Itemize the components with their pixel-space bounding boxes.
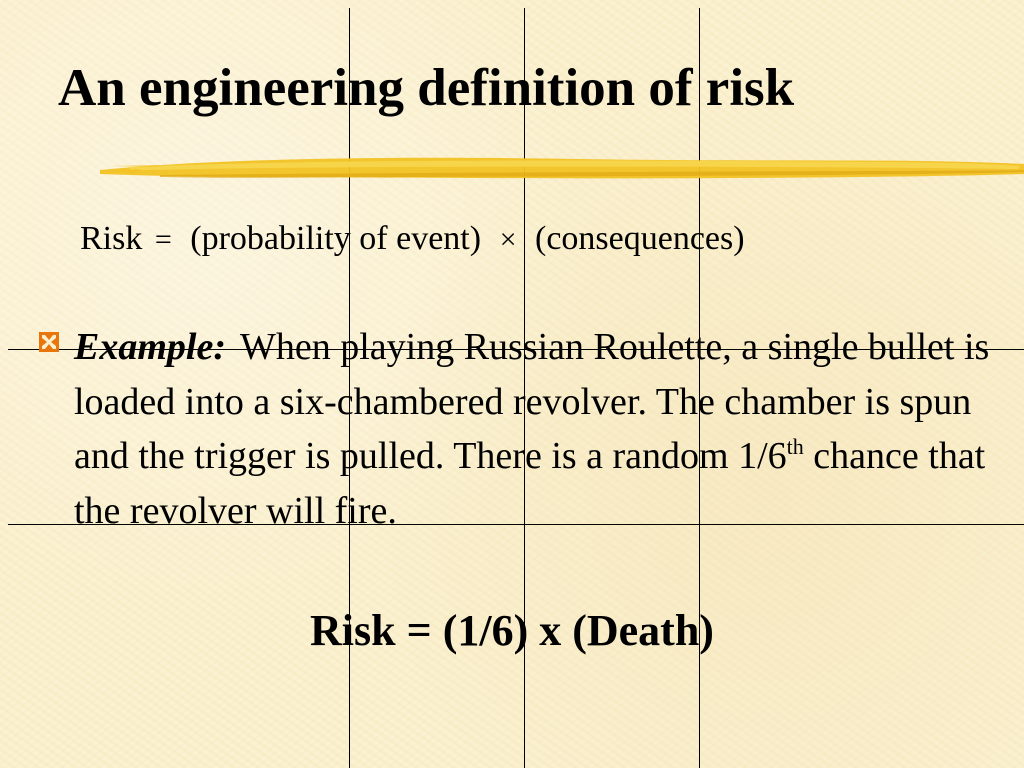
formula-lhs: Risk: [80, 220, 143, 257]
slide-title: An engineering definition of risk: [58, 59, 795, 117]
superscript-th: th: [786, 434, 804, 459]
example-label: Example:: [74, 326, 226, 368]
brush-stroke-underline: [100, 148, 1024, 188]
example-text-part1: When playing Russian Roulette, a single bullet is loaded into a six-chambered revolver. The chamber is spun and the trigger is pulled. There is a random 1/6: [74, 326, 990, 477]
bullet-paragraph: [74, 320, 996, 538]
risk-formula: [80, 218, 745, 261]
cross-bullet-icon: [38, 331, 60, 353]
example-text-part2: chance that the revolver will fire.: [74, 435, 986, 532]
formula-term-consequences: (consequences): [535, 220, 745, 257]
formula-times-operator: ×: [499, 223, 517, 256]
formula-term-probability: (probability of event): [190, 220, 482, 257]
risk-result-equation: Risk = (1/6) x (Death): [310, 606, 714, 655]
formula-equals: =: [154, 223, 172, 256]
bullet-example: [36, 320, 996, 538]
